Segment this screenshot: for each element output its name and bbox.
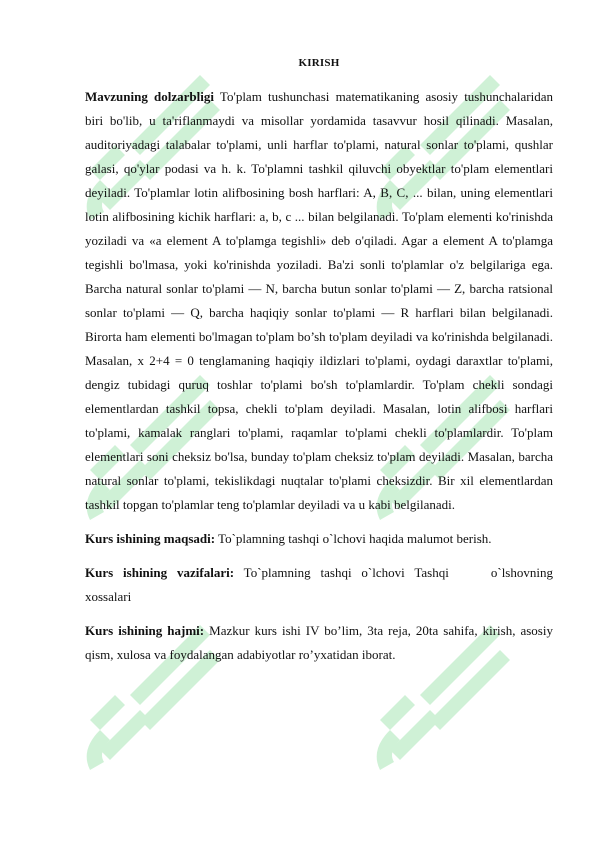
relevance-label: Mavzuning dolzarbligi [85,89,214,104]
tasks-text-a: To`plamning tashqi o`lchovi Tashqi [234,565,449,580]
relevance-text: To'plam tushunchasi matematikaning asosiy tushunchalaridan biri bo'lib, u ta'riflanmaydi va misollar yordamida tasavvur hosil qilinadi. Masalan, auditoriyadagi talabalar to'plami, unli harflar to'plami, natural sonlar to'plami, qushlar galasi, qo'ylar podasi va h. k. To'plamni tashkil qiluvchi obyektlar to'plam elementlari deyiladi. To'plamlar lotin alifbosining bosh harflari: A, B, C, ... bilan, uning elementlari lotin alifbosining kichik harflari: a, b, c ... bilan belgilanadi. To'plam elementi ko'rinishda yoziladi va «a element A to'plamga tegishli» deb o'qiladi. Agar a element A to'plamga tegishli bo'lmasa, yoki ko'rinishda yoziladi. Ba'zi sonli to'plamlar o'z belgilariga ega. Barcha natural sonlar to'plami — N, barcha butun sonlar to'plami — Z, barcha ratsional sonlar to'plami — Q, barcha haqiqiy sonlar to'plami — R harflari bilan belgilanadi. Birorta ham elementi bo'lmagan to'plam bo’sh to'plam deyiladi va ko'rinishda belgilanadi. Masalan, x 2+4 = 0 tenglamaning haqiqiy ildizlari to'plami, oydagi daraxtlar to'plami, dengiz tubidagi quruq toshlar to'plami bo'sh to'plamlardir. To'plam chekli sondagi elementlardan tashkil topsa, chekli to'plam deyiladi. Masalan, lotin alifbosi harflari to'plami, kamalak ranglari to'plami, raqamlar to'plami chekli to'plamlardir. To'plam elementlari soni cheksiz bo'lsa, bunday to'plam cheksiz to'plam deyiladi. Masalan, barcha natural sonlar to'plami, tekislikdagi nuqtalar to'plami cheksizdir. Bir xil elementlardan tashkil topgan to'plamlar teng to'plamlar deyiladi va u kabi belgilanadi. [85,89,553,512]
page-title: KIRISH [298,57,340,69]
tasks-label: Kurs ishining vazifalari: [85,565,235,580]
document-body [85,55,553,677]
tasks-paragraph [85,561,553,609]
relevance-paragraph [85,85,553,517]
tasks-text-b: o`lshovning xossalari [85,565,553,604]
scope-label: Kurs ishining hajmi: [85,623,205,638]
goal-paragraph [85,527,553,551]
goal-label: Kurs ishining maqsadi: [85,531,216,546]
scope-text: Mazkur kurs ishi IV bo’lim, 3ta reja, 20ta sahifa, kirish, asosiy qism, xulosa va foydalangan adabiyotlar ro’yxatidan iborat. [85,623,553,662]
scope-paragraph [85,619,553,667]
goal-text: To`plamning tashqi o`lchovi haqida malumot berish. [215,531,492,546]
